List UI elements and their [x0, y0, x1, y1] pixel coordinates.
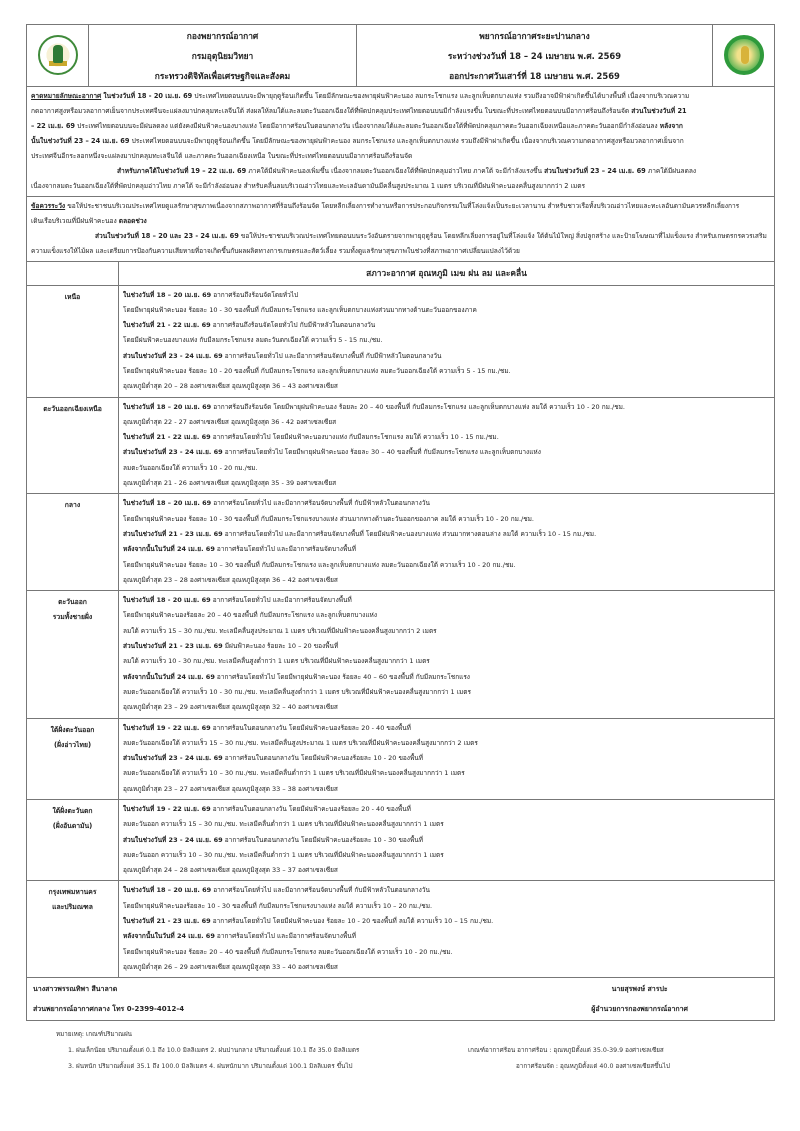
region-row — [27, 591, 775, 718]
forecast-line — [123, 736, 770, 751]
summary-period: นั้นในช่วงวันที่ 23 – 24 เม.ย. 69 — [31, 137, 130, 145]
forecast-line — [123, 527, 770, 542]
director-title: ผู้อำนวยการกองพยากรณ์อากาศ — [591, 1005, 688, 1014]
forecast-line — [123, 624, 770, 639]
region-name-cell — [27, 591, 119, 718]
forecast-text: ลมตะวันออกเฉียงใต้ ความเร็ว 10 - 30 กม./ชม. ทะเลมีคลื่นสูงต่ำกว่า 1 เมตร บริเวณที่มีฝนฟ้าคะนองคลื่นสูงมากกว่า 1 เมตร — [123, 687, 471, 696]
forecast-text: โดยมีพายุฝนฟ้าคะนอง ร้อยละ 10 - 30 ของพื้นที่ กับมีลมกระโชกแรง และลูกเห็บตกบางแห่งส่วนมากทางด้านตะวันออกของภาค — [123, 305, 477, 314]
forecast-line — [123, 883, 770, 898]
forecast-line — [123, 476, 770, 491]
summary-text: เนื่องจากลมตะวันออกเฉียงใต้ที่พัดปกคลุมอ่าวไทย ภาคใต้ จะมีกำลังอ่อนลง สำหรับคลื่นลมบริเวณอ่าวไทยและทะเลอันดามันมีคลื่นสูงประมาณ 1 เมตร บริเวณที่มีฝนฟ้าคะนองคลื่นสูงมากกว่า 2 เมตร — [31, 182, 586, 190]
region-name: ตะวันออกเฉียงเหนือ — [43, 404, 102, 413]
logo-right-cell — [713, 25, 775, 87]
forecast-period: ในช่วงวันที่ 19 - 22 เม.ย. 69 — [123, 723, 211, 732]
region-header-blank — [27, 262, 119, 285]
region-name: ใต้ฝั่งตะวันออก — [50, 725, 95, 734]
region-name: ตะวันออก — [58, 598, 87, 607]
region-name-cell — [27, 397, 119, 494]
signature-row — [27, 978, 775, 1020]
forecast-text: อุณหภูมิต่ำสุด 21 - 26 องศาเซลเซียส อุณหภูมิสูงสุด 35 - 39 องศาเซลเซียส — [123, 479, 337, 488]
region-name: (ฝั่งอ่าวไทย) — [53, 740, 92, 749]
doc-period: ระหว่างช่วงวันที่ 18 – 24 เมษายน พ.ศ. 2569 — [447, 50, 622, 61]
forecast-line — [123, 929, 770, 944]
forecast-line — [123, 670, 770, 685]
logo-left-cell — [27, 25, 89, 87]
forecast-period: หลังจากนั้นในวันที่ 24 เม.ย. 69 — [123, 545, 215, 554]
doc-title: พยากรณ์อากาศระยะปานกลาง — [479, 30, 590, 41]
region-row — [27, 718, 775, 799]
forecast-text: โดยมีพายุฝนฟ้าคะนอง ร้อยละ 10 – 30 ของพื้นที่ กับมีลมกระโชกแรง และลูกเห็บตกบางแห่ง ลมตะวันออกเฉียงใต้ ความเร็ว 10 - 20 กม./ชม. — [123, 560, 516, 569]
caution-text: ขอให้ประชาชนบริเวณประเทศไทยตอนบนระวังอันตรายจากพายุฤดูร้อน โดยหลีกเลี่ยงการอยู่ในที่โล่งแจ้ง ใต้ต้นไม้ใหญ่ สิ่งปลูกสร้าง และป้ายโฆษณาที่ไม่แข็งแรง สำหรับเกษตรกรควรเสริม — [238, 232, 767, 240]
forecast-text: โดยมีพายุฝนฟ้าคะนองร้อยละ 20 – 40 ของพื้นที่ กับมีลมกระโชกแรง และลูกเห็บตกบางแห่ง — [123, 611, 378, 620]
region-name: (ฝั่งอันดามัน) — [52, 822, 93, 830]
forecast-line — [123, 608, 770, 623]
hot-criteria-1: เกณฑ์อากาศร้อน อากาศร้อน : อุณหภูมิตั้งแต่ 35.0-39.9 องศาเซลเซียส — [468, 1046, 664, 1054]
summary-line — [31, 119, 770, 134]
forecast-text: อากาศร้อนถึงร้อนจัดโดยทั่วไป กับมีฟ้าหลัวในตอนกลางวัน — [210, 321, 376, 330]
forecast-text: ลมตะวันออก ความเร็ว 15 – 30 กม./ชม. ทะเลมีคลื่นต่ำกว่า 1 เมตร บริเวณที่มีฝนฟ้าคะนองคลื่นสูงมากกว่า 1 เมตร — [123, 820, 444, 829]
region-name: รวมทั้งชายฝั่ง — [52, 613, 93, 622]
director-name: นายสุรพงษ์ สารปะ — [611, 985, 668, 994]
region-name: และปริมณฑล — [52, 903, 93, 912]
signature-cell — [27, 978, 775, 1020]
document-frame — [26, 24, 775, 262]
region-name-cell — [27, 494, 119, 591]
forecast-line — [123, 914, 770, 929]
summary-period: หลังจาก — [659, 122, 683, 130]
summary-period: – 22 เม.ย. 69 — [31, 122, 76, 130]
forecast-text: อากาศร้อนโดยทั่วไป และมีอากาศร้อนจัดบางพื้นที่ กับมีฟ้าหลัวในตอนกลางวัน — [211, 886, 430, 895]
summary-text: กดอากาศสูงหรือมวลอากาศเย็นจากประเทศจีนจะแผ่ลงมาปกคลุมทะเลจีนใต้ ส่งผลให้ลมใต้และลมตะวันออกเฉียงใต้ที่พัดปกคลุมประเทศไทยตอนบนมีกำลังแรงขึ้น ในขณะที่ประเทศไทยตอนบนมีอากาศร้อนถึงร้อนจัด — [31, 107, 632, 115]
region-name-cell — [27, 285, 119, 397]
forecast-text: อากาศร้อนโดยทั่วไป โดยมีฝนฟ้าคะนองบางแห่ง กับมีลมกระโชกแรง ลมใต้ ความเร็ว 10 - 15 กม./ชม. — [210, 433, 499, 442]
forecast-line — [123, 593, 770, 608]
forecast-text: อากาศร้อนในตอนกลางวัน โดยมีฝนฟ้าคะนองร้อยละ 10 - 30 ของพื้นที่ — [222, 835, 423, 844]
region-forecast-cell — [119, 494, 775, 591]
region-name: กรุงเทพมหานคร — [48, 888, 97, 897]
forecast-text: โดยมีพายุฝนฟ้าคะนอง ร้อยละ 10 - 20 ของพื้นที่ กับมีลมกระโชกแรง และลูกเห็บตกบางแห่ง ลมตะวันออกเฉียงใต้ ความเร็ว 5 - 15 กม./ชม. — [123, 366, 511, 375]
doc-issue-date: ออกประกาศวันเสาร์ที่ 18 เมษายน พ.ศ. 2569 — [449, 70, 620, 81]
title-block — [357, 25, 713, 87]
forecast-line — [123, 833, 770, 848]
forecast-line — [123, 766, 770, 781]
rain-criteria-1: 1. ฝนเล็กน้อย ปริมาณตั้งแต่ 0.1 ถึง 10.0 มิลลิเมตร 2. ฝนปานกลาง ปริมาณตั้งแต่ 10.1 ถึง 35.0 มิลลิเมตร — [68, 1046, 360, 1054]
region-forecast-cell — [119, 285, 775, 397]
caution-section — [27, 197, 775, 262]
forecast-table — [26, 262, 775, 978]
region-name-cell — [27, 718, 119, 799]
forecast-line — [123, 333, 770, 348]
summary-period: สำหรับภาคใต้ในช่วงวันที่ 19 – 22 เม.ย. 69 — [117, 167, 247, 175]
summary-period: ส่วนในช่วงวันที่ 21 — [631, 107, 687, 115]
region-name-cell — [27, 881, 119, 978]
forecast-period: ในช่วงวันที่ 21 - 23 เม.ย. 69 — [123, 917, 211, 926]
forecast-period: ในช่วงวันที่ 21 - 22 เม.ย. 69 — [123, 321, 211, 330]
forecast-text: อากาศร้อนในตอนกลางวัน โดยมีฝนฟ้าคะนองร้อยละ 20 - 40 ของพื้นที่ — [210, 723, 411, 732]
caution-row — [27, 197, 775, 262]
forecast-line — [123, 721, 770, 736]
forecast-line — [123, 496, 770, 511]
forecast-line — [123, 288, 770, 303]
region-name: ใต้ฝั่งตะวันตก — [52, 807, 93, 815]
forecast-text: อุณหภูมิต่ำสุด 23 – 27 องศาเซลเซียส อุณหภูมิสูงสุด 33 – 38 องศาเซลเซียส — [123, 784, 338, 793]
caution-text: ขอให้ประชาชนบริเวณประเทศไทยดูแลรักษาสุขภาพเนื่องจากสภาพอากาศที่ร้อนถึงร้อนจัด โดยหลีกเลี่ยงการทำงานหรือการประกอบกิจกรรมในที่โล่งแจ้งเป็นระยะเวลานาน สำหรับชาวเรือทั้งบริเวณอ่าวไทยและทะเลอันดามันควรหลีกเลี่ยงการ — [65, 202, 740, 210]
forecast-line — [123, 558, 770, 573]
forecast-document — [26, 24, 775, 1075]
forecast-text: โดยมีพายุฝนฟ้าคะนอง ร้อยละ 10 - 30 ของพื้นที่ กับมีลมกระโชกแรงบางแห่ง ส่วนมากทางด้านตะวันออกของภาค ลมใต้ ความเร็ว 10 - 20 กม./ชม. — [123, 514, 534, 523]
region-row — [27, 881, 775, 978]
summary-row — [27, 87, 775, 197]
forecast-period: ส่วนในช่วงวันที่ 21 - 23 เม.ย. 69 — [123, 529, 223, 538]
summary-label: คาดหมายลักษณะอากาศ — [31, 92, 102, 100]
forecaster-name: นางสาวพรรณทิพา สีนาลาด — [33, 985, 118, 994]
forecast-line — [123, 848, 770, 863]
forecast-line — [123, 415, 770, 430]
forecast-text: อุณหภูมิต่ำสุด 23 – 29 องศาเซลเซียส อุณหภูมิสูงสุด 32 – 40 องศาเซลเซียส — [123, 703, 338, 712]
region-name: เหนือ — [64, 292, 81, 301]
forecast-line — [123, 782, 770, 797]
forecast-text: ลมตะวันออกเฉียงใต้ ความเร็ว 10 – 30 กม./ชม. ทะเลมีคลื่นต่ำกว่า 1 เมตร บริเวณที่มีฝนฟ้าคะนองคลื่นสูงมากกว่า 1 เมตร — [123, 769, 465, 778]
summary-text: ประเทศไทยตอนบนจะมีพายุฤดูร้อนเกิดขึ้น โดยมีลักษณะของพายุฝนฟ้าคะนอง ลมกระโชกแรง และลูกเห็บตกบางแห่ง รวมถึงมีฟ้าผ่าเกิดขึ้น เนื่องจากบริเวณความกดอากาศสูงหรือมวลอากาศเย็นจาก — [129, 137, 684, 145]
org-line: กองพยากรณ์อากาศ — [186, 30, 259, 41]
region-forecast-cell — [119, 591, 775, 718]
summary-text: ประเทศไทยตอนบนจะมีพายุฤดูร้อนเกิดขึ้น โดยมีลักษณะของพายุฝนฟ้าคะนอง ลมกระโชกแรง และลูกเห็บตกบางแห่ง รวมถึงอาจมีฟ้าผ่าเกิดขึ้นได้บางพื้นที่ เนื่องจากบริเวณความ — [192, 92, 690, 100]
forecast-text: อุณหภูมิต่ำสุด 22 - 27 องศาเซลเซียส อุณหภูมิสูงสุด 36 - 42 องศาเซลเซียส — [123, 417, 337, 426]
caution-period: ส่วนในช่วงวันที่ 18 – 20 และ 23 - 24 เม.ย. 69 — [95, 232, 239, 240]
caution-text: เดินเรือบริเวณที่มีฝนฟ้าคะนอง — [31, 217, 119, 225]
mdes-logo-icon — [724, 35, 764, 75]
summary-text: ประเทศไทยตอนบนจะมีฝนลดลง แต่ยังคงมีฝนฟ้าคะนองบางแห่ง โดยมีอากาศร้อนในตอนกลางวัน เนื่องจากลมใต้และลมตะวันออกเฉียงใต้ที่พัดปกคลุมภาคตะวันออกเฉียงเหนือและภาคตะวันออกมีกำลังอ่อนลง — [75, 122, 660, 130]
forecast-period: ในช่วงวันที่ 19 - 22 เม.ย. 69 — [123, 805, 211, 813]
forecast-line — [123, 945, 770, 960]
forecast-text: อากาศร้อนถึงร้อนจัดโดยทั่วไป — [211, 290, 299, 299]
forecast-line — [123, 349, 770, 364]
forecast-text: อากาศร้อนโดยทั่วไป และมีอากาศร้อนจัดบางพื้นที่ กับมีฟ้าหลัวในตอนกลางวัน — [222, 351, 442, 360]
forecast-line — [123, 318, 770, 333]
forecast-text: มีฝนฟ้าคะนอง ร้อยละ 10 – 20 ของพื้นที่ — [222, 642, 339, 651]
summary-south-line — [31, 164, 770, 179]
region-row — [27, 285, 775, 397]
forecast-line — [123, 445, 770, 460]
forecast-line — [123, 960, 770, 975]
forecast-line — [123, 512, 770, 527]
signature-table — [26, 978, 775, 1021]
caution-emphasis: ตลอดช่วง — [118, 217, 147, 225]
org-line: กระทรวงดิจิทัลเพื่อเศรษฐกิจและสังคม — [154, 70, 291, 81]
forecast-line — [123, 899, 770, 914]
forecast-text: อากาศร้อนโดยทั่วไป โดยมีพายุฝนฟ้าคะนอง ร้อยละ 40 – 60 ของพื้นที่ กับมีลมกระโชกแรง — [214, 672, 470, 681]
signature-left — [33, 979, 184, 1019]
forecast-line — [123, 751, 770, 766]
forecast-period: ในช่วงวันที่ 18 – 20 เม.ย. 69 — [123, 499, 212, 508]
rain-criteria-2: 3. ฝนหนัก ปริมาณตั้งแต่ 35.1 ถึง 100.0 มิลลิเมตร 4. ฝนหนักมาก ปริมาณตั้งแต่ 100.1 มิลลิเมตร ขึ้นไป — [68, 1062, 353, 1070]
region-forecast-cell — [119, 397, 775, 494]
forecast-line — [123, 654, 770, 669]
summary-line — [31, 134, 770, 149]
summary-south-line — [31, 179, 770, 194]
region-row — [27, 800, 775, 881]
notes-title: หมายเหตุ: เกณฑ์ปริมาณฝน — [56, 1030, 132, 1038]
forecast-text: ลมใต้ ความเร็ว 10 - 30 กม./ชม. ทะเลมีคลื่นสูงต่ำกว่า 1 เมตร บริเวณที่มีฝนฟ้าคะนองคลื่นสูงมากกว่า 1 เมตร — [123, 657, 430, 666]
summary-period: ส่วนในช่วงวันที่ 23 – 24 เม.ย. 69 — [544, 167, 646, 175]
forecast-text: ลมใต้ ความเร็ว 15 – 30 กม./ชม. ทะเลมีคลื่นสูงประมาณ 1 เมตร บริเวณที่มีฝนฟ้าคะนองคลื่นสูงมากกว่า 2 เมตร — [123, 626, 437, 635]
region-forecast-cell — [119, 800, 775, 881]
forecast-period: ในช่วงวันที่ 21 - 22 เม.ย. 69 — [123, 433, 211, 442]
region-forecast-cell — [119, 881, 775, 978]
forecast-text: อากาศร้อนโดยทั่วไป และมีอากาศร้อนจัดบางพื้นที่ โดยมีฝนฟ้าคะนองบางแห่ง ส่วนมากทางตอนล่าง ลมใต้ ความเร็ว 10 - 15 กม./ชม. — [222, 529, 597, 538]
forecast-period: หลังจากนั้นในวันที่ 24 เม.ย. 69 — [123, 932, 215, 941]
forecast-text: โดยมีพายุฝนฟ้าคะนองร้อยละ 10 - 30 ของพื้นที่ กับมีลมกระโชกแรงบางแห่ง ลมใต้ ความเร็ว 10 – 20 กม./ชม. — [123, 901, 433, 910]
region-name-cell — [27, 800, 119, 881]
forecast-period: ในช่วงวันที่ 18 – 20 เม.ย. 69 — [123, 402, 212, 411]
summary-section — [27, 87, 775, 197]
forecast-line — [123, 863, 770, 878]
summary-line — [31, 104, 770, 119]
notes-section — [26, 1027, 775, 1075]
forecast-text: อากาศร้อนโดยทั่วไป และมีอากาศร้อนจัดบางพื้นที่ กับมีฟ้าหลัวในตอนกลางวัน — [211, 499, 430, 508]
forecast-period: ส่วนในช่วงวันที่ 23 - 24 เม.ย. 69 — [123, 448, 223, 457]
forecast-text: อุณหภูมิต่ำสุด 24 – 28 องศาเซลเซียส อุณหภูมิสูงสุด 33 – 37 องศาเซลเซียส — [123, 866, 338, 875]
forecast-text: อากาศร้อนในตอนกลางวัน โดยมีฝนฟ้าคะนองร้อยละ 20 - 40 ของพื้นที่ — [210, 805, 411, 813]
forecast-period: ส่วนในช่วงวันที่ 23 - 24 เม.ย. 69 — [123, 351, 223, 360]
forecast-text: อุณหภูมิต่ำสุด 20 – 28 องศาเซลเซียส อุณหภูมิสูงสุด 36 – 43 องศาเซลเซียส — [123, 382, 338, 391]
forecast-line — [123, 573, 770, 588]
forecast-text: อากาศร้อนโดยทั่วไป โดยมีพายุฝนฟ้าคะนอง ร้อยละ 30 – 40 ของพื้นที่ กับมีลมกระโชกแรง และลูกเห็บตกบางแห่ง — [222, 448, 541, 457]
forecast-text: อุณหภูมิต่ำสุด 26 – 29 องศาเซลเซียส อุณหภูมิสูงสุด 33 – 40 องศาเซลเซียส — [123, 962, 338, 971]
header-row — [27, 25, 775, 87]
forecast-line — [123, 364, 770, 379]
forecast-text: ลมตะวันออกเฉียงใต้ ความเร็ว 10 - 20 กม./ชม. — [123, 463, 258, 472]
forecast-line — [123, 817, 770, 832]
forecast-period: ส่วนในช่วงวันที่ 23 - 24 เม.ย. 69 — [123, 835, 223, 844]
summary-text: ภาคใต้มีฝนฟ้าคะนองเพิ่มขึ้น เนื่องจากลมตะวันออกเฉียงใต้ที่พัดปกคลุมอ่าวไทย ภาคใต้ จะมีกำลังแรงขึ้น — [246, 167, 545, 175]
forecast-text: ลมตะวันออกเฉียงใต้ ความเร็ว 15 – 30 กม./ชม. ทะเลมีคลื่นสูงประมาณ 1 เมตร บริเวณที่มีฝนฟ้าคะนองคลื่นสูงมากกว่า 2 เมตร — [123, 738, 478, 747]
forecast-text: อุณหภูมิต่ำสุด 23 – 28 องศาเซลเซียส อุณหภูมิสูงสุด 36 – 42 องศาเซลเซียส — [123, 575, 338, 584]
forecast-line — [123, 802, 770, 817]
forecast-line — [123, 685, 770, 700]
forecast-line — [123, 700, 770, 715]
forecast-text: โดยมีฝนฟ้าคะนองบางแห่ง กับมีลมกระโชกแรง ลมตะวันตกเฉียงใต้ ความเร็ว 5 - 15 กม./ชม. — [123, 336, 383, 345]
signature-right — [591, 979, 768, 1019]
forecast-text: อากาศร้อนโดยทั่วไป และมีอากาศร้อนจัดบางพื้นที่ — [210, 596, 352, 605]
caution-text: ความแข็งแรงให้ไม้ผล และเตรียมการป้องกันความเสียหายที่อาจเกิดขึ้นกับผลผลิตทางการเกษตรและสัตว์เลี้ยง รวมทั้งดูแลรักษาสุขภาพในช่วงที่สภาพอากาศเปลี่ยนแปลงไว้ด้วย — [31, 247, 520, 255]
hot-criteria-2: อากาศร้อนจัด : อุณหภูมิตั้งแต่ 40.0 องศาเซลเซียสขึ้นไป — [516, 1062, 670, 1070]
summary-text: ประเทศจีนอีกระลอกหนึ่งจะแผ่ลงมาปกคลุมทะเลจีนใต้ และภาคตะวันออกเฉียงเหนือ ในขณะที่ประเทศไทยตอนบนมีอากาศร้อนถึงร้อนจัด — [31, 152, 413, 160]
org-line: กรมอุตุนิยมวิทยา — [191, 50, 254, 61]
forecast-table-title: สภาวะอากาศ อุณหภูมิ เมฆ ฝน ลม และคลื่น — [119, 262, 775, 285]
forecast-text: อากาศร้อนในตอนกลางวัน โดยมีฝนฟ้าคะนองร้อยละ 10 - 20 ของพื้นที่ — [222, 754, 423, 763]
forecaster-unit: ส่วนพยากรณ์อากาศกลาง โทร 0-2399-4012-4 — [33, 1005, 185, 1014]
region-forecast-cell — [119, 718, 775, 799]
region-row — [27, 494, 775, 591]
region-row — [27, 397, 775, 494]
summary-line — [31, 89, 770, 104]
forecast-text: อากาศร้อนถึงร้อนจัด โดยมีพายุฝนฟ้าคะนอง ร้อยละ 20 – 40 ของพื้นที่ กับมีลมกระโชกแรง และลูกเห็บตกบางแห่ง ลมใต้ ความเร็ว 10 - 20 กม./ชม. — [211, 402, 625, 411]
forecast-line — [123, 430, 770, 445]
forecast-period: ในช่วงวันที่ 18 – 20 เม.ย. 69 — [123, 290, 212, 299]
region-name: กลาง — [64, 501, 81, 510]
summary-period: ในช่วงวันที่ 18 - 20 เม.ย. 69 — [103, 92, 193, 100]
forecast-period: ส่วนในช่วงวันที่ 21 - 23 เม.ย. 69 — [123, 642, 223, 651]
forecast-period: ในช่วงวันที่ 18 - 20 เม.ย. 69 — [123, 596, 211, 605]
summary-line — [31, 149, 770, 164]
forecast-text: โดยมีพายุฝนฟ้าคะนอง ร้อยละ 20 – 40 ของพื้นที่ กับมีลมกระโชกแรง ลมตะวันออกเฉียงใต้ ความเร็ว 10 - 20 กม./ชม. — [123, 947, 453, 956]
caution-label: ข้อควรระวัง — [31, 202, 66, 210]
forecast-line — [123, 639, 770, 654]
forecast-text: ลมตะวันออก ความเร็ว 10 – 30 กม./ชม. ทะเลมีคลื่นต่ำกว่า 1 เมตร บริเวณที่มีฝนฟ้าคะนองคลื่นสูงมากกว่า 1 เมตร — [123, 850, 444, 859]
forecast-text: อากาศร้อนโดยทั่วไป และมีอากาศร้อนจัดบางพื้นที่ — [214, 545, 356, 554]
forecast-line — [123, 400, 770, 415]
forecast-line — [123, 303, 770, 318]
forecast-period: ในช่วงวันที่ 18 – 20 เม.ย. 69 — [123, 886, 212, 895]
forecast-period: หลังจากนั้นในวันที่ 24 เม.ย. 69 — [123, 672, 215, 681]
summary-text: ภาคใต้มีฝนลดลง — [645, 167, 697, 175]
organization-block — [89, 25, 357, 87]
tmd-logo-icon — [38, 35, 78, 75]
forecast-line — [123, 461, 770, 476]
forecast-text: อากาศร้อนโดยทั่วไป โดยมีฝนฟ้าคะนอง ร้อยละ 10 - 20 ของพื้นที่ ลมใต้ ความเร็ว 10 – 15 กม./ชม. — [210, 917, 494, 926]
forecast-table-header — [27, 262, 775, 285]
forecast-text: อากาศร้อนโดยทั่วไป และมีอากาศร้อนจัดบางพื้นที่ — [214, 932, 356, 941]
forecast-line — [123, 542, 770, 557]
forecast-period: ส่วนในช่วงวันที่ 23 - 24 เม.ย. 69 — [123, 754, 223, 763]
forecast-line — [123, 379, 770, 394]
